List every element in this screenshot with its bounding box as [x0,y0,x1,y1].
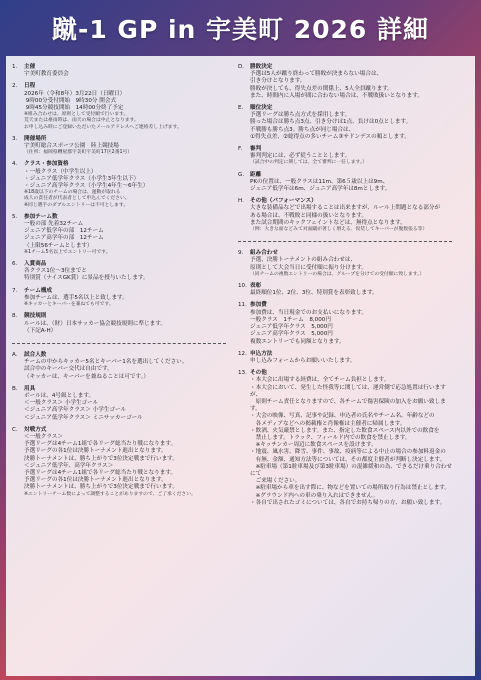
section-body: ・本大会に出場する経費は、全てチーム負担とします。 ・本大会において、発生した怪我等に関しては、運営側で応急処置は行いますが、 原則チーム責任となりますので、各チームで傷害保険の加入をお願い致します。 ・大会の映像、写真、記事や記録、申込者の氏名やチーム名、年齢などの 各メディアなどへの掲載権と肖像権は主催者に帰属します。 ・飲酒、火気厳禁とします。また、指定した飲食スペース内以外での飲食を 禁止します。トラック、フィールド内での飲食を禁止します。 ※キッチンカー周辺に飲食スペースを設けます。 ・地震、風水害、降雪、事件、事故、疫病等による中止の場合の参加料返金の 有無、金額、通知方法等については、その都度主催者が判断し決定します。 ※駐車場（第1駐車場及び第3駐車場）の混雑緩和の為、できるだけ乗り合わせにて ご来場ください。 ※駐車場から車を出す際に、物などを置いての場所取り行為は禁止とします。 ※グラウンド内への車の乗り入れはできません。 ・各自で出されたゴミについては、各自でお持ち帰りの方、お願い致します。 [250,377,452,506]
section-title: 開催場所 [24,135,47,142]
section-note: ※18歳以下のチームの場合は、運動が取れる 成人の責任者が代表者として申込んでください。 ※同じ選手のダブルエントリーは不可とします。 [24,190,130,208]
section [12,136,226,157]
section-body: ルールは、（財）日本サッカー協会競技規則に準じます。 （下記A-H） [24,320,166,334]
section-number: 2. [12,83,18,90]
section-body: 最終順位1位、2位、3位、特別賞を表彰致します。 [250,290,378,297]
section-note: （例：大きな面などみて対面蹴が著しく増える、仮装してキーパーが腹数張る等） [250,227,428,233]
section [238,64,452,100]
section-body: 予選、決勝トーナメントの組み合わせは、 原則として大会当日に受付順に振り分けます。 [250,257,368,271]
section-body: ・一般クラス（中学生以上） ・ジュニア低学年クラス（小学生3年生以下） ・ジュニア高学年クラス（小学生4年生〜6年生） [24,168,149,190]
section-title: 主催 [24,64,36,70]
section [238,146,452,167]
section-note: （試合中の判定に関しては、全て審判に一任します。） [250,160,368,166]
section-body: ＜一般クラス＞ 予選リーグは4チーム1組で各リーグ総当たり戦になります。 予選リーグの各1位は決勝トーナメント進出となります。 決勝トーナメントは、勝ち上がりで3位決定戦まで行います。 ＜ジュニア低学年、高学年クラス＞ 予選リーグは4チーム1組で各リーグ総当たり戦となります。 予選リーグの各1位は決勝トーナメント進出となります。 決勝トーナメントは、勝ち上がりで3位決定戦まで行います。 [24,433,178,491]
section-heading [238,302,452,309]
section-body: 参加費は、当日現金でのお支払いになります。 一般クラス 1チーム 8,000円 ジュニア低学年クラス 5,000円 ジュニア高学年クラス 5,000円 複数エントリーでも同額となります。 [250,309,368,345]
left-column [12,64,226,503]
section-heading [12,161,226,168]
section-note: （住所：福岡県糟屋郡宇美町宇美町17区2番1号） [24,150,133,156]
section-heading [12,288,226,295]
section [238,172,452,194]
section-body: チームの中からキッカー5名とキーパー1名を選出してください。 試合中のキーパー交代は自由です。 （キッカーは、キーパーを兼ねることは可です。） [24,359,188,380]
section-number: 10. [238,283,247,290]
section-number: 3. [12,135,18,142]
section [238,198,452,233]
section [12,288,226,309]
section [238,351,452,365]
section-title: 試合人数 [24,351,47,358]
section [12,427,226,498]
section [12,161,226,208]
section-number: H. [238,198,244,205]
right-column [238,64,452,512]
section-body: 大きな装備品などで出場することは出来ますが、ルール上問題となる部分が ある場合は、不戦敗と同様の扱いとなります。 また試合期間のキックフェイントなどは、無得点となります。 [250,205,441,226]
section-heading [12,214,226,221]
section-body: 2026年（令和8年）3月22日（日曜日） 9時00分受付開始 9時30分 開会式 9時45分競技開始 14時00分終了予定 [24,90,126,112]
section-number: 7. [12,287,18,294]
section-title: チーム構成 [24,287,52,294]
section [12,313,226,335]
section [238,370,452,507]
section-body: 予選リーグは勝ち点方式を採用します。 勝った場合は勝ち点3点、引き分けは1点、負けは0点とします。 不戦勝も勝ち点3。勝ち点が同じ場合は、 ①得失点差、②総得点の多いチーム③サドンデスの順とします。 [250,112,412,140]
section-number: 8. [12,313,18,320]
section-heading [238,172,452,179]
section [12,64,226,78]
section-heading [12,427,226,434]
section-title: 組み合わせ [250,250,278,257]
section-body: PKの位置は、一般クラスは11m、第6５歳以上は9m、 ジュニア低学年は6m、ジュニア高学年は8mとします。 [250,178,391,193]
section-body: 参加チームは、選手5名以上と致します。 [24,294,128,301]
section-title: 表彰 [250,283,262,290]
section [238,302,452,345]
section-title: 順位決定 [250,105,273,112]
section-heading [12,313,226,320]
section-number: 12. [238,350,247,357]
section-number: F. [238,146,243,153]
section-title: 参加費 [250,302,267,309]
section-title: その他 [250,370,267,377]
section-number: 1. [12,64,18,70]
section-title: 入賞商品 [24,261,47,268]
section-body: 一般の部 先着32チーム ジュニア低学年の部 12チーム ジュニア高学年の部 12チーム （上限56チームとします） [24,221,104,249]
section-title: クラス・参加資格 [24,161,69,168]
page-title: 蹴-1 GP in 宇美町 2026 詳細 [51,15,430,44]
section-number: 9. [238,250,244,257]
section [12,83,226,130]
section-note: ※エントリーチーム数によって調整することがありますので、ご了承ください。 [24,491,196,497]
section [238,283,452,297]
section-heading [12,83,226,90]
section-note: （同チームの複数エントリーの場合は、グループを分けての受付順に致します。） [250,271,425,277]
section [238,105,452,141]
section-divider [238,241,452,242]
section-title: 対戦方式 [24,426,47,433]
section-number: E. [238,105,244,112]
section-heading [12,136,226,143]
section-title: 距離 [250,171,262,178]
section-title: 勝敗決定 [250,64,273,70]
section-title: 日程 [24,83,36,90]
section-title: 申込方法 [250,350,273,357]
section-number: 5. [12,213,18,220]
section-title: 審判 [250,146,262,153]
section-title: その他（パフォーマンス） [250,198,317,205]
section-body: 審判判定には、必ず従うこととします。 [250,153,351,160]
section-number: D. [238,64,245,70]
section [12,214,226,256]
section-title: 参加チーム数 [24,213,58,220]
section-number: G. [238,171,245,178]
section-heading [238,351,452,358]
section-note: ※組み合わせは、原則として受付順で行います。 荒天または豪雨時は、雨天の場合は中止となります。 お申し込み時にご登録いただいたメールアドレスへご連絡差し上げます。 [24,112,182,130]
section-note: ※1チーム5名以上でエントリー可です。 [24,249,111,255]
section-title: 用具 [24,385,36,392]
section-number: 11. [238,302,247,309]
details-panel [6,56,475,676]
section-number: C. [12,426,18,433]
section-heading [12,386,226,393]
section [238,250,452,278]
section [12,386,226,422]
section-body: 宇美町総合スポーツ公園 陸上競技場 [24,143,119,150]
section-number: 4. [12,161,18,168]
section-title: 競技規則 [24,313,47,320]
section-divider [12,343,226,344]
section-note: ※キッカーとキーパーを兼ねても可です。 [24,302,114,308]
section-body: 宇美町教育委員会 [24,71,69,78]
section-body: 申し込みフォームからお願いいたします。 [250,357,356,364]
section-body: ボールは、4号級とします。 ＜一般クラス＞ 小学生ゴール ＜ジュニア高学年クラス＞ 小学生ゴール ＜ジュニア低学年クラス＞ ミニサッカーゴール [24,392,143,421]
section-number: 6. [12,261,18,268]
section-number: 13. [238,370,247,377]
section-number: A. [12,351,18,358]
section-body: 予選は5人が蹴り終わって勝敗が決まらない場合は、 引き分けとなります。 勝敗が決しても、得失点差の関係上、5人全員蹴ります。 また、時間内に入場が間に合わない場合は、不戦敗扱いとなります。 [250,71,423,99]
section-body: 各クラス1位〜3位までと 特別賞（ナイスGK賞）に景品を授与いたします。 [24,268,149,282]
section-number: B. [12,385,18,392]
section [12,261,226,283]
section [12,352,226,381]
